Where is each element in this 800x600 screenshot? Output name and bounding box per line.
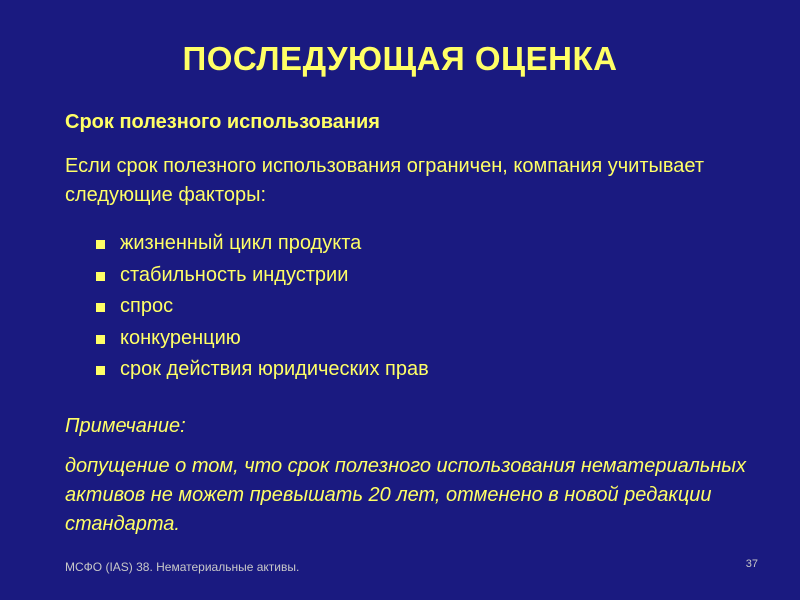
square-bullet-icon <box>96 366 105 375</box>
list-item-text: спрос <box>120 295 174 317</box>
list-item <box>96 291 429 323</box>
note-text: допущение о том, что срок полезного использования нематериальных активов не может превышать 20 лет, отменено в новой редакции стандарта. <box>65 455 747 535</box>
list-item-text: конкуренцию <box>120 326 241 349</box>
list-item <box>96 323 429 355</box>
list-item <box>96 354 429 386</box>
factors-list <box>96 228 429 386</box>
list-item <box>96 260 429 292</box>
list-item-text: стабильность индустрии <box>120 263 349 286</box>
square-bullet-icon <box>96 272 105 281</box>
list-item-text: срок действия юридических прав <box>120 358 429 380</box>
square-bullet-icon <box>96 335 105 344</box>
square-bullet-icon <box>96 240 105 249</box>
page-number: 37 <box>745 558 758 570</box>
list-item-text: жизненный цикл продукта <box>120 232 362 254</box>
slide-footer: МСФО (IAS) 38. Нематериальные активы. <box>65 560 300 574</box>
slide-title: ПОСЛЕДУЮЩАЯ ОЦЕНКА <box>182 40 618 77</box>
slide-subtitle: Срок полезного использования <box>65 111 380 133</box>
square-bullet-icon <box>96 303 105 312</box>
intro-paragraph: Если срок полезного использования ограничен, компания учитывает следующие факторы: <box>65 155 705 206</box>
note-label: Примечание: <box>65 415 186 437</box>
list-item <box>96 228 429 260</box>
